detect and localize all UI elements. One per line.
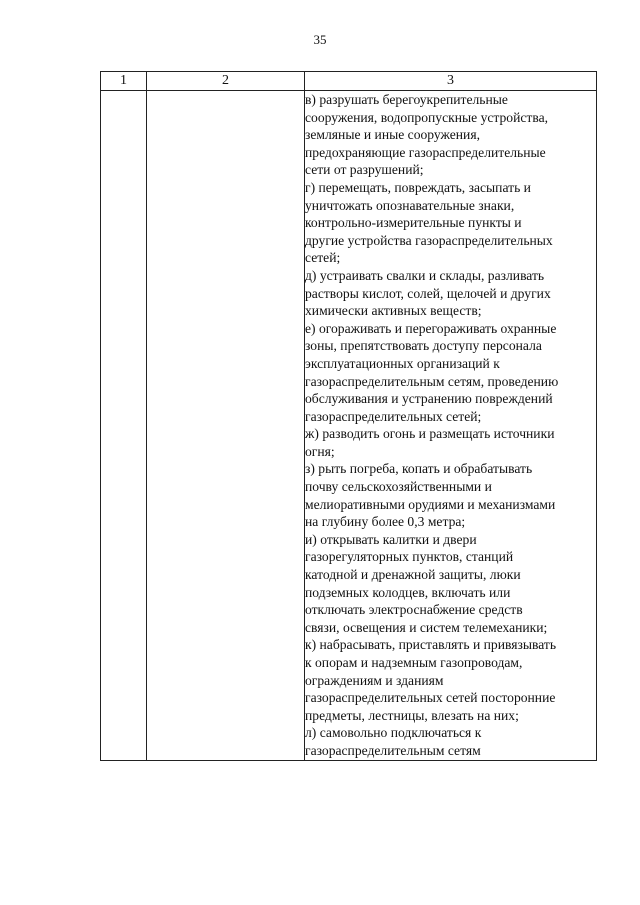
- text-line: эксплуатационных организаций к: [305, 355, 500, 371]
- text-line: подземных колодцев, включать или: [305, 584, 511, 600]
- text-line: огня;: [305, 443, 335, 459]
- text-line: к опорам и надземным газопроводам,: [305, 655, 523, 670]
- text-line: з) рыть погреба, копать и обрабатывать: [305, 461, 533, 477]
- column-header-3: 3: [305, 72, 597, 91]
- cell-column-1: [101, 91, 147, 761]
- text-line: земляные и иные сооружения,: [305, 127, 480, 143]
- page-number: 35: [313, 32, 327, 47]
- text-line: почву сельскохозяйственными и: [305, 479, 492, 495]
- text-line: зоны, препятствовать доступу персонала: [305, 338, 542, 354]
- text-line: другие устройства газораспределительных: [305, 232, 553, 248]
- text-line: д) устраивать свалки и склады, разливать: [305, 267, 545, 283]
- text-line: растворы кислот, солей, щелочей и других: [305, 285, 551, 301]
- text-line: газораспределительным сетям: [305, 742, 481, 758]
- text-line: химически активных веществ;: [305, 303, 482, 319]
- text-line: сетей;: [305, 250, 341, 266]
- text-line: контрольно-измерительные пункты и: [305, 215, 522, 231]
- text-line: газораспределительных сетей посторонние: [305, 690, 556, 706]
- table-header-row: [101, 72, 597, 91]
- text-line: катодной и дренажной защиты, люки: [305, 567, 521, 583]
- column-header-2: 2: [147, 72, 305, 91]
- text-line: на глубину более 0,3 метра;: [305, 514, 466, 530]
- text-line: в) разрушать берегоукрепительные: [305, 92, 508, 107]
- column-header-1: 1: [101, 72, 147, 91]
- cell-column-2: [147, 91, 305, 761]
- text-line: мелиоративными орудиями и механизмами: [305, 496, 556, 512]
- text-line: связи, освещения и систем телемеханики;: [305, 619, 548, 635]
- text-line: предохраняющие газораспределительные: [305, 144, 546, 160]
- text-line: отключать электроснабжение средств: [305, 602, 523, 618]
- text-line: газораспределительным сетям, проведению: [305, 373, 559, 389]
- document-table: [100, 71, 597, 761]
- text-line: сети от разрушений;: [305, 162, 424, 178]
- text-line: л) самовольно подключаться к: [305, 725, 482, 741]
- text-line: е) огораживать и перегораживать охранные: [305, 320, 557, 336]
- table-row: [101, 91, 597, 761]
- text-line: газорегуляторных пунктов, станций: [305, 549, 514, 565]
- text-line: ж) разводить огонь и размещать источники: [305, 426, 555, 442]
- text-line: к) набрасывать, приставлять и привязывать: [305, 637, 557, 653]
- text-line: газораспределительных сетей;: [305, 408, 482, 424]
- text-line: и) открывать калитки и двери: [305, 531, 477, 547]
- text-line: обслуживания и устранению повреждений: [305, 391, 553, 407]
- text-line: ограждениям и зданиям: [305, 672, 444, 688]
- text-line: уничтожать опознавательные знаки,: [305, 197, 515, 213]
- text-line: сооружения, водопропускные устройства,: [305, 109, 549, 125]
- text-line: г) перемещать, повреждать, засыпать и: [305, 179, 531, 195]
- cell-column-3: [305, 91, 597, 761]
- text-line: предметы, лестницы, влезать на них;: [305, 707, 519, 723]
